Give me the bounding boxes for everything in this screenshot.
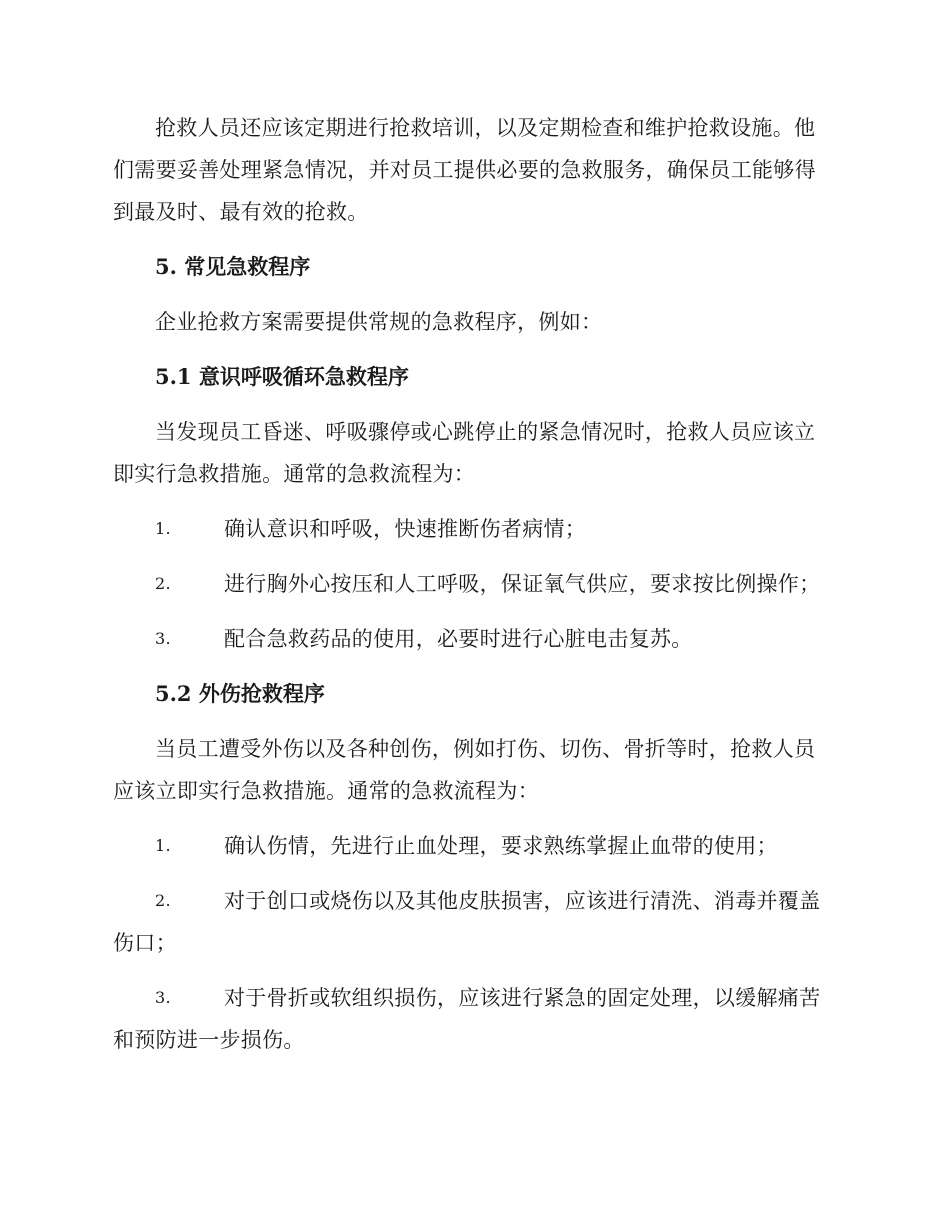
list-item: [113, 825, 835, 867]
list-number: 3.: [155, 988, 171, 1007]
list-text: 确认伤情，先进行止血处理，要求熟练掌握止血带的使用；: [224, 834, 778, 858]
list-number: 2.: [155, 574, 171, 593]
list-text: 对于创口或烧伤以及其他皮肤损害，应该进行清洗、消毒并覆盖伤口；: [113, 889, 821, 955]
heading-common-first-aid: 5. 常见急救程序: [155, 254, 311, 279]
list-text: 对于骨折或软组织损伤，应该进行紧急的固定处理，以缓解痛苦和预防进一步损伤。: [113, 986, 821, 1052]
heading-trauma-procedure: 5.2 外伤抢救程序: [155, 681, 325, 706]
list-number: 2.: [155, 891, 171, 910]
list-item: [113, 977, 835, 1061]
list-text: 配合急救药品的使用，必要时进行心脏电击复苏。: [224, 627, 693, 651]
list-number: 3.: [155, 629, 171, 648]
list-item: [113, 563, 835, 605]
paragraph-trauma-intro: 当员工遭受外伤以及各种创伤，例如打伤、切伤、骨折等时，抢救人员应该立即实行急救措施。通常的急救流程为：: [113, 737, 816, 803]
paragraph-program-intro: 企业抢救方案需要提供常规的急救程序，例如：: [155, 310, 603, 334]
list-number: 1.: [155, 519, 171, 538]
paragraph-rescue-training: 抢救人员还应该定期进行抢救培训，以及定期检查和维护抢救设施。他们需要妥善处理紧急情况，并对员工提供必要的急救服务，确保员工能够得到最及时、最有效的抢救。: [113, 116, 816, 224]
list-item: [113, 508, 835, 550]
list-text: 确认意识和呼吸，快速推断伤者病情；: [224, 517, 587, 541]
list-item: [113, 618, 835, 660]
list-number: 1.: [155, 836, 171, 855]
list-text: 进行胸外心按压和人工呼吸，保证氧气供应，要求按比例操作；: [224, 572, 821, 596]
paragraph-consciousness-intro: 当发现员工昏迷、呼吸骤停或心跳停止的紧急情况时，抢救人员应该立即实行急救措施。通常的急救流程为：: [113, 420, 816, 486]
list-item: [113, 880, 835, 964]
heading-consciousness-procedure: 5.1 意识呼吸循环急救程序: [155, 364, 409, 389]
document-page: [113, 107, 835, 1074]
